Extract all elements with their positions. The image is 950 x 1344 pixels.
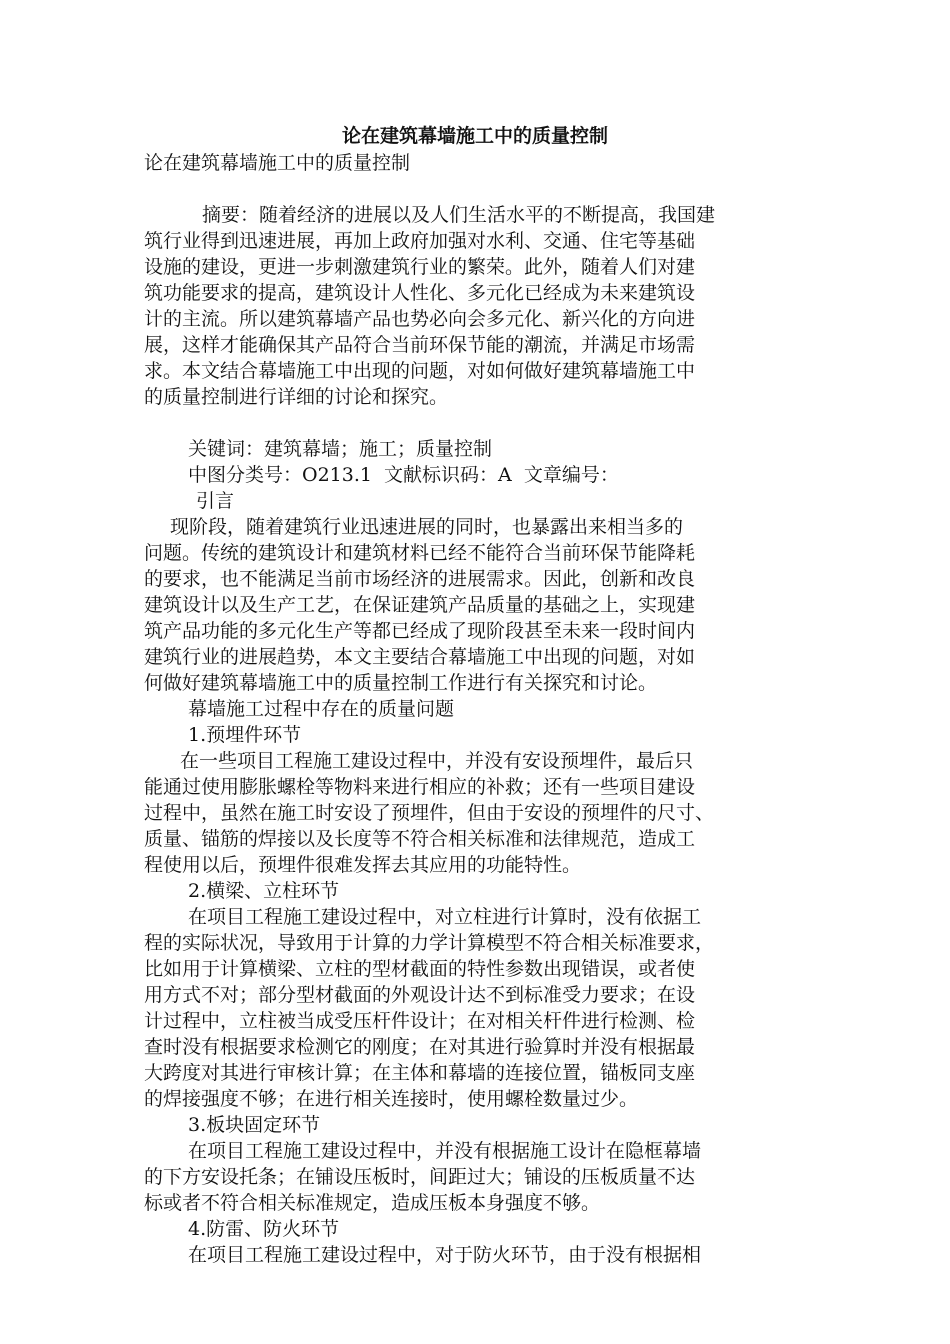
subsection-heading: 2.横梁、立柱环节	[188, 880, 340, 902]
subsection-heading: 4.防雷、防火环节	[188, 1218, 340, 1240]
paragraph-line: 质量、锚筋的焊接以及长度等不符合相关标准和法律规范，造成工	[144, 828, 696, 850]
paragraph-line: 查时没有根据要求检测它的刚度；在对其进行验算时并没有根据最	[144, 1036, 696, 1058]
subsection-paragraph	[144, 1242, 808, 1268]
abstract-line: 求。本文结合幕墙施工中出现的问题，对如何做好建筑幕墙施工中	[144, 360, 696, 382]
paragraph-line: 在一些项目工程施工建设过程中，并没有安设预埋件，最后只	[180, 750, 694, 772]
section-heading: 幕墙施工过程中存在的质量问题	[188, 698, 455, 720]
paragraph-line: 在项目工程施工建设过程中，对立柱进行计算时，没有依据工	[188, 906, 702, 928]
abstract-paragraph	[144, 202, 808, 410]
intro-line: 筑产品功能的多元化生产等都已经成了现阶段甚至未来一段时间内	[144, 620, 696, 642]
intro-line: 何做好建筑幕墙施工中的质量控制工作进行有关探究和讨论。	[144, 672, 658, 694]
intro-line: 问题。传统的建筑设计和建筑材料已经不能符合当前环保节能降耗	[144, 542, 696, 564]
paragraph-line: 过程中，虽然在施工时安设了预埋件，但由于安设的预埋件的尺寸、	[144, 802, 715, 824]
abstract-line: 计的主流。所以建筑幕墙产品也势必向会多元化、新兴化的方向进	[144, 308, 696, 330]
document-subtitle: 论在建筑幕墙施工中的质量控制	[144, 152, 411, 174]
blank-line	[144, 176, 808, 202]
document-title: 论在建筑幕墙施工中的质量控制	[341, 125, 608, 147]
paragraph-line: 在项目工程施工建设过程中，对于防火环节，由于没有根据相	[188, 1244, 702, 1266]
abstract-line: 筑功能要求的提高，建筑设计人性化、多元化已经成为未来建筑设	[144, 282, 696, 304]
paragraph-line: 标或者不符合相关标准规定，造成压板本身强度不够。	[144, 1192, 601, 1214]
intro-paragraph	[144, 514, 808, 696]
abstract-line: 筑行业得到迅速进展，再加上政府加强对水利、交通、住宅等基础	[144, 230, 696, 252]
abstract-line: 的质量控制进行详细的讨论和探究。	[144, 386, 449, 408]
paragraph-line: 比如用于计算横梁、立柱的型材截面的特性参数出现错误，或者使	[144, 958, 696, 980]
intro-line: 的要求，也不能满足当前市场经济的进展需求。因此，创新和改良	[144, 568, 696, 590]
subsection-paragraph	[144, 748, 808, 878]
paragraph-line: 计过程中，立柱被当成受压杆件设计；在对相关杆件进行检测、检	[144, 1010, 696, 1032]
subsection-heading: 3.板块固定环节	[188, 1114, 321, 1136]
abstract-line: 摘要：随着经济的进展以及人们生活水平的不断提高，我国建	[202, 204, 716, 226]
abstract-line: 设施的建设，更进一步刺激建筑行业的繁荣。此外，随着人们对建	[144, 256, 696, 278]
paragraph-line: 大跨度对其进行审核计算；在主体和幕墙的连接位置，锚板同支座	[144, 1062, 696, 1084]
paragraph-line: 在项目工程施工建设过程中，并没有根据施工设计在隐框幕墙	[188, 1140, 702, 1162]
document-body	[144, 150, 808, 1268]
paragraph-line: 的下方安设托条；在铺设压板时，间距过大；铺设的压板质量不达	[144, 1166, 696, 1188]
blank-line	[144, 410, 808, 436]
subsection-heading: 1.预埋件环节	[188, 724, 302, 746]
paragraph-line: 用方式不对；部分型材截面的外观设计达不到标准受力要求；在设	[144, 984, 696, 1006]
intro-line: 建筑设计以及生产工艺，在保证建筑产品质量的基础之上，实现建	[144, 594, 696, 616]
classification-line: 中图分类号：O213.1 文献标识码：A 文章编号：	[188, 464, 619, 486]
paragraph-line: 程的实际状况，导致用于计算的力学计算模型不符合相关标准要求，	[144, 932, 715, 954]
paragraph-line: 能通过使用膨胀螺栓等物料来进行相应的补救；还有一些项目建设	[144, 776, 696, 798]
intro-line: 现阶段，随着建筑行业迅速进展的同时，也暴露出来相当多的	[170, 516, 684, 538]
intro-line: 建筑行业的进展趋势，本文主要结合幕墙施工中出现的问题，对如	[144, 646, 696, 668]
intro-heading: 引言	[196, 490, 235, 512]
keywords-line: 关键词：建筑幕墙；施工；质量控制	[188, 438, 493, 460]
subsection-paragraph	[144, 1138, 808, 1216]
abstract-line: 展，这样才能确保其产品符合当前环保节能的潮流，并满足市场需	[144, 334, 696, 356]
paragraph-line: 的焊接强度不够；在进行相关连接时，使用螺栓数量过少。	[144, 1088, 639, 1110]
paragraph-line: 程使用以后，预埋件很难发挥去其应用的功能特性。	[144, 854, 582, 876]
subsection-paragraph	[144, 904, 808, 1112]
